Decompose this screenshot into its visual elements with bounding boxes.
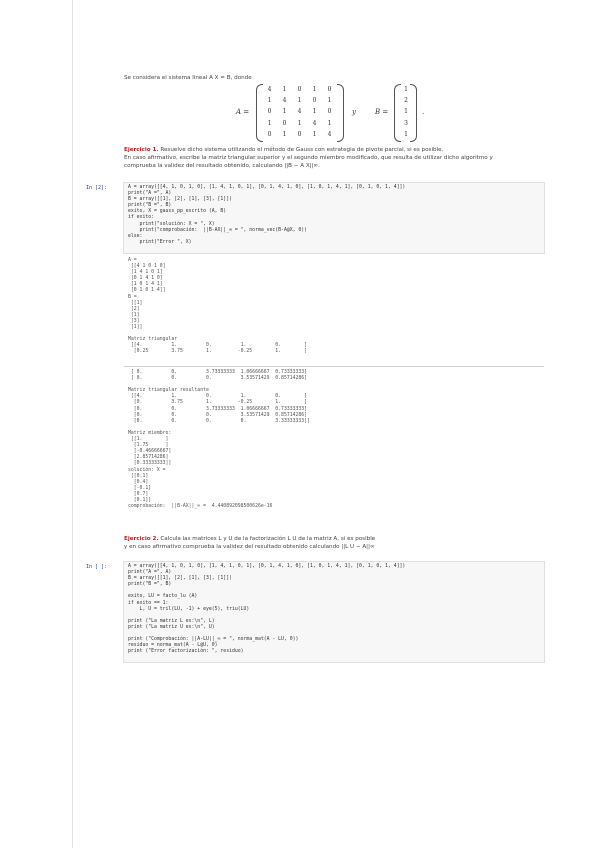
matrix-a-entry: 1 xyxy=(282,86,287,93)
code-line: exito, LU = facto_lu (A) xyxy=(128,594,198,600)
output-line: [0.7] xyxy=(128,491,149,497)
matrix-a-entry: 1 xyxy=(312,86,317,93)
page-break-divider xyxy=(124,366,544,367)
output-line: [1.75 ] xyxy=(128,443,169,449)
code-line: A = array([[4, 1, 0, 1, 0], [1, 4, 1, 0, 1], [0, 1, 4, 1, 0], [1, 0, 1, 4, 1], [0, 1, 0, 1, 4]]) xyxy=(128,564,406,569)
code-cell-1[interactable] xyxy=(123,182,545,254)
matrix-a-entry: 1 xyxy=(282,108,287,116)
output-line: [0 1 4 1 0] xyxy=(128,276,163,282)
code-line: B = array([[1], [2], [1], [3], [1]]) xyxy=(128,197,232,203)
output-line: [0. 3.75 1. -0.25 1. ] xyxy=(128,400,308,406)
code-line: residuo = norma_mat(A - L@U, 0) xyxy=(128,643,218,649)
output-line: [[1] xyxy=(128,300,143,306)
output-line: [[4. 1. 0. 1. 0. ] xyxy=(128,394,308,400)
code-line: print ("Error factorización: ", residuo) xyxy=(128,649,244,655)
output-line: [0. 0. 0. 0. 3.33333333]] xyxy=(128,418,310,424)
matrix-a-entry: 1 xyxy=(297,97,302,105)
code-line: if exito: xyxy=(128,215,154,221)
exercise-1-title: Ejercicio 1. xyxy=(124,147,159,153)
output-line: [0. 0. 3.73333333 1.06666667 0.73333333] xyxy=(128,406,308,412)
matrix-a-entry: 0 xyxy=(282,119,287,127)
code-line: print("Error ", X) xyxy=(128,239,192,245)
matrix-a-entry: 1 xyxy=(312,108,317,116)
output-line: A = xyxy=(128,258,137,263)
matrix-a-entry: 4 xyxy=(312,119,317,127)
matrix-a-right-paren xyxy=(337,84,344,142)
end-dot: . xyxy=(422,108,425,116)
vector-b-right-paren xyxy=(410,84,417,142)
output-line: [-0.1] xyxy=(128,485,152,491)
exercise-2-title: Ejercicio 2. xyxy=(124,536,159,542)
vector-b-entry: 1 xyxy=(404,130,408,138)
code-line: B = array([[1], [2], [1], [3], [1]]) xyxy=(128,576,232,582)
matrix-a-entry: 1 xyxy=(297,119,302,127)
code-line: print("comprobación: ||B-AX||_∞ = ", norma_vec(B-A@X, 0)) xyxy=(128,227,308,233)
output-line: [0.4] xyxy=(128,479,149,485)
output-line: [1] xyxy=(128,312,140,318)
code-line: print("A =", A) xyxy=(128,570,172,576)
output-line: [2] xyxy=(128,306,140,312)
output-line: [0.25 3.75 1. -0.25 1. ] xyxy=(128,349,308,355)
output-line: Matriz triangular resultante xyxy=(128,388,209,394)
linear-system-display xyxy=(230,84,430,142)
output-line: [1]] xyxy=(128,325,143,331)
output-line: [2.85714286] xyxy=(128,455,169,461)
output-line: [ 0. 0. 3.73333333 1.06666667 0.73333333] xyxy=(128,370,308,375)
vector-b-entry: 2 xyxy=(404,97,408,105)
matrix-a-entry: 0 xyxy=(267,108,272,116)
output-line: comprobación: ||B-AX||_∞ = 4.440892098500626e-16 xyxy=(128,504,273,510)
cell-1-output-continued xyxy=(128,370,310,510)
code-line: print ("La matriz U es:\n", U) xyxy=(128,624,215,630)
output-line: solución: X = xyxy=(128,467,166,473)
code-line: A = array([[4, 1, 0, 1, 0], [1, 4, 1, 0, 1], [0, 1, 4, 1, 0], [1, 0, 1, 4, 1], [0, 1, 0, 1, 4]]) xyxy=(128,185,406,190)
output-line: B = xyxy=(128,294,137,300)
matrix-a-entry: 0 xyxy=(327,108,332,116)
matrix-a-entry: 1 xyxy=(327,97,332,105)
code-line: print ("Comprobación: ||A-LU||_∞ = ", norma_mat(A - LU, 0)) xyxy=(128,637,299,643)
matrix-a-entry: 4 xyxy=(297,108,302,116)
exercise-1-line2: En caso afirmativo, escribe la matriz triangular superior y el segundo miembro modificado, que resulta de utilizar dicho algoritmo y xyxy=(124,155,493,161)
cell-1-prompt: In [2]: xyxy=(86,185,108,191)
intro-text: Se considera el sistema lineal A X = B, donde xyxy=(124,75,252,81)
output-line: [-0.46666667] xyxy=(128,449,172,455)
matrix-a-entry: 0 xyxy=(312,97,317,105)
code-line: else: xyxy=(128,233,143,239)
vector-b-entry: 1 xyxy=(404,108,408,116)
output-line: Matriz triangular xyxy=(128,337,178,343)
matrix-a-label: A = xyxy=(236,108,250,116)
vector-b-entry: 3 xyxy=(404,119,408,127)
code-cell-2[interactable] xyxy=(123,561,545,663)
vector-b-label: B = xyxy=(375,108,389,116)
matrix-a-entry: 1 xyxy=(267,119,272,127)
matrix-a-entry: 0 xyxy=(297,130,302,138)
matrix-a-entry: 4 xyxy=(282,97,287,105)
matrix-a-entry: 4 xyxy=(267,86,272,93)
matrix-a-entry: 4 xyxy=(327,130,332,138)
exercise-1-line1 xyxy=(124,147,443,154)
matrix-a-entry: 0 xyxy=(327,86,332,93)
code-cell-1-source[interactable] xyxy=(124,183,544,248)
code-cell-2-source[interactable] xyxy=(124,562,544,657)
output-line: Matriz miembro: xyxy=(128,430,172,436)
code-line: print("solución: X = ", X) xyxy=(128,221,215,227)
exercise-2-line2: y en caso afirmativo comprueba la validez del resultado obtenido calculando ||L U − A||∞ xyxy=(124,544,375,550)
cell-1-output xyxy=(128,258,307,356)
matrix-a-entry: 1 xyxy=(312,130,317,138)
output-line: [[4. 1. 0. 1. 0. ] xyxy=(128,343,308,349)
output-line: [[4 1 0 1 0] xyxy=(128,264,166,270)
output-line: [0. 0. 0. 3.53571429 0.85714286] xyxy=(128,412,308,418)
output-line: [1 4 1 0 1] xyxy=(128,270,163,276)
matrix-a-entry: 1 xyxy=(267,97,272,105)
code-line: L, U = tril(LU, -1) + eye(5), triu(LU) xyxy=(128,606,250,612)
exercise-2-line1 xyxy=(124,536,375,543)
matrix-a-entry: 0 xyxy=(297,86,302,93)
output-line: [0.33333333]] xyxy=(128,461,172,467)
output-line: [[0.1] xyxy=(128,473,149,479)
matrix-a-entry: 1 xyxy=(327,119,332,127)
notebook-left-border xyxy=(72,0,73,848)
code-line: print("B =", B) xyxy=(128,203,172,209)
output-line: [1 0 1 4 1] xyxy=(128,282,163,288)
output-line: [ 0. 0. 0. 3.53571429 0.85714286] xyxy=(128,376,308,382)
exercise-1-text: Resuelve dicho sistema utilizando el método de Gauss con estrategia de pivote parcial, si es posible. xyxy=(158,147,444,153)
output-line: [3] xyxy=(128,318,140,324)
output-line: [0.1]] xyxy=(128,497,152,503)
output-line: [0 1 0 1 4]] xyxy=(128,288,166,294)
code-line: if exito == 1: xyxy=(128,600,169,606)
vector-b-entry: 1 xyxy=(404,86,408,93)
code-line: print("A =", A) xyxy=(128,191,172,197)
cell-2-prompt: In [ ]: xyxy=(86,564,108,570)
matrix-a xyxy=(262,86,337,139)
code-line: print("B =", B) xyxy=(128,582,172,588)
matrix-a-entry: 1 xyxy=(282,130,287,138)
exercise-2-text: Calcula las matrices L y U de la factorización L U de la matriz A, si es posible xyxy=(158,536,376,542)
matrix-a-entry: 0 xyxy=(267,130,272,138)
and-text: y xyxy=(352,108,356,116)
code-line: exito, X = gauss_pp_escrito (A, B) xyxy=(128,209,227,215)
code-line: print ("La matriz L es:\n", L) xyxy=(128,618,215,624)
exercise-1-line3: comprueba la validez del resultado obtenido, calculando ||B − A X||∞. xyxy=(124,163,320,169)
output-line: [[1. ] xyxy=(128,437,169,443)
